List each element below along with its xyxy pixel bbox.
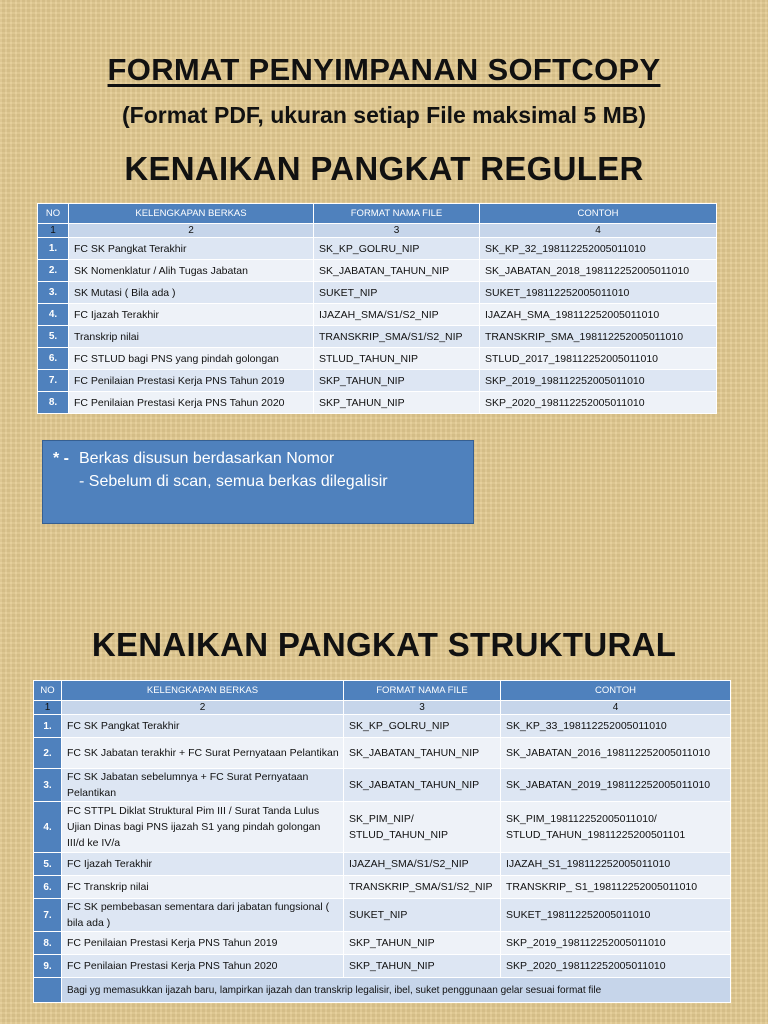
contoh-line: SK_PIM_198112252005011010/ bbox=[506, 813, 657, 825]
page-subtitle: (Format PDF, ukuran setiap File maksimal 5 MB) bbox=[121, 102, 647, 128]
row-number: 6. bbox=[34, 876, 62, 899]
column-header-contoh: CONTOH bbox=[480, 204, 717, 224]
footer-note-row bbox=[34, 978, 731, 1003]
row-number: 3. bbox=[38, 282, 69, 304]
berkas-cell: FC SK Jabatan terakhir + FC Surat Pernyataan Pelantikan bbox=[62, 738, 344, 769]
table-row bbox=[38, 392, 717, 414]
berkas-cell: Transkrip nilai bbox=[69, 326, 314, 348]
table-row bbox=[34, 715, 731, 738]
row-number: 5. bbox=[34, 853, 62, 876]
index-cell: 1 bbox=[34, 701, 62, 715]
berkas-cell: FC Penilaian Prestasi Kerja PNS Tahun 2020 bbox=[62, 955, 344, 978]
berkas-cell: FC Penilaian Prestasi Kerja PNS Tahun 2019 bbox=[69, 370, 314, 392]
index-cell: 4 bbox=[501, 701, 731, 715]
contoh-cell: SK_KP_33_198112252005011010 bbox=[501, 715, 731, 738]
contoh-cell: IJAZAH_SMA_198112252005011010 bbox=[480, 304, 717, 326]
format-cell: IJAZAH_SMA/S1/S2_NIP bbox=[344, 853, 501, 876]
row-number: 5. bbox=[38, 326, 69, 348]
index-row bbox=[38, 224, 717, 238]
berkas-cell: SK Nomenklatur / Alih Tugas Jabatan bbox=[69, 260, 314, 282]
row-number: 8. bbox=[38, 392, 69, 414]
table-row bbox=[38, 238, 717, 260]
row-number: 4. bbox=[38, 304, 69, 326]
format-cell: TRANSKRIP_SMA/S1/S2_NIP bbox=[314, 326, 480, 348]
note-line-1 bbox=[53, 447, 473, 470]
index-cell: 4 bbox=[480, 224, 717, 238]
row-number: 7. bbox=[34, 899, 62, 932]
format-line: SK_PIM_NIP/ bbox=[349, 813, 414, 825]
berkas-cell: FC SK Pangkat Terakhir bbox=[62, 715, 344, 738]
row-number: 1. bbox=[38, 238, 69, 260]
contoh-cell: STLUD_2017_198112252005011010 bbox=[480, 348, 717, 370]
contoh-cell: TRANSKRIP_ S1_198112252005011010 bbox=[501, 876, 731, 899]
row-number: 1. bbox=[34, 715, 62, 738]
berkas-cell: FC Ijazah Terakhir bbox=[69, 304, 314, 326]
contoh-cell: SK_JABATAN_2019_198112252005011010 bbox=[501, 769, 731, 802]
berkas-cell: FC STTPL Diklat Struktural Pim III / Surat Tanda Lulus Ujian Dinas bagi PNS ijazah S1 yang pindah golongan III/d ke IV/a bbox=[62, 802, 344, 853]
table-row bbox=[34, 853, 731, 876]
format-cell: SUKET_NIP bbox=[344, 899, 501, 932]
table-row bbox=[34, 802, 731, 853]
index-cell: 3 bbox=[344, 701, 501, 715]
table-row bbox=[34, 738, 731, 769]
table-struktural bbox=[33, 680, 731, 1003]
contoh-cell: TRANSKRIP_SMA_198112252005011010 bbox=[480, 326, 717, 348]
row-number: 6. bbox=[38, 348, 69, 370]
index-cell: 3 bbox=[314, 224, 480, 238]
berkas-cell: SK Mutasi ( Bila ada ) bbox=[69, 282, 314, 304]
format-cell: IJAZAH_SMA/S1/S2_NIP bbox=[314, 304, 480, 326]
footer-note: Bagi yg memasukkan ijazah baru, lampirkan ijazah dan transkrip legalisir, ibel, suket penggunaan gelar sesuai format file bbox=[62, 978, 731, 1003]
berkas-cell: FC STLUD bagi PNS yang pindah golongan bbox=[69, 348, 314, 370]
contoh-cell: SUKET_198112252005011010 bbox=[501, 899, 731, 932]
contoh-cell: SKP_2020_198112252005011010 bbox=[501, 955, 731, 978]
contoh-cell: IJAZAH_S1_198112252005011010 bbox=[501, 853, 731, 876]
contoh-cell: SKP_2019_198112252005011010 bbox=[501, 932, 731, 955]
contoh-cell bbox=[501, 802, 731, 853]
index-cell: 1 bbox=[38, 224, 69, 238]
format-cell: SK_KP_GOLRU_NIP bbox=[344, 715, 501, 738]
format-cell: SK_KP_GOLRU_NIP bbox=[314, 238, 480, 260]
table-row bbox=[34, 932, 731, 955]
section-title-reguler: KENAIKAN PANGKAT REGULER bbox=[124, 150, 644, 187]
contoh-cell: SK_JABATAN_2018_198112252005011010 bbox=[480, 260, 717, 282]
note-line-2: - Sebelum di scan, semua berkas dilegalisir bbox=[79, 473, 388, 490]
row-number: 2. bbox=[34, 738, 62, 769]
column-header-berkas: KELENGKAPAN BERKAS bbox=[62, 681, 344, 701]
column-header-no: NO bbox=[38, 204, 69, 224]
table-row bbox=[38, 260, 717, 282]
table-reguler bbox=[37, 203, 717, 414]
berkas-cell: FC Ijazah Terakhir bbox=[62, 853, 344, 876]
berkas-cell: FC Penilaian Prestasi Kerja PNS Tahun 2019 bbox=[62, 932, 344, 955]
format-cell: SKP_TAHUN_NIP bbox=[314, 392, 480, 414]
index-cell: 2 bbox=[62, 701, 344, 715]
format-cell: SK_JABATAN_TAHUN_NIP bbox=[344, 738, 501, 769]
row-number: 7. bbox=[38, 370, 69, 392]
table-row bbox=[34, 899, 731, 932]
contoh-cell: SKP_2019_198112252005011010 bbox=[480, 370, 717, 392]
format-cell: SKP_TAHUN_NIP bbox=[344, 932, 501, 955]
index-cell: 2 bbox=[69, 224, 314, 238]
index-row bbox=[34, 701, 731, 715]
column-header-no: NO bbox=[34, 681, 62, 701]
notes-box bbox=[42, 440, 474, 524]
note-text-1: Berkas disusun berdasarkan Nomor bbox=[79, 450, 335, 467]
page-title: FORMAT PENYIMPANAN SOFTCOPY bbox=[107, 52, 661, 87]
contoh-cell: SK_KP_32_198112252005011010 bbox=[480, 238, 717, 260]
format-cell: SKP_TAHUN_NIP bbox=[314, 370, 480, 392]
section-title-struktural: KENAIKAN PANGKAT STRUKTURAL bbox=[91, 626, 677, 663]
table-row bbox=[38, 282, 717, 304]
berkas-cell: FC SK Pangkat Terakhir bbox=[69, 238, 314, 260]
table-row bbox=[34, 769, 731, 802]
format-cell: SK_JABATAN_TAHUN_NIP bbox=[344, 769, 501, 802]
column-header-format: FORMAT NAMA FILE bbox=[314, 204, 480, 224]
format-cell: SKP_TAHUN_NIP bbox=[344, 955, 501, 978]
contoh-line: STLUD_TAHUN_19811225200501101 bbox=[506, 829, 686, 841]
row-number: 4. bbox=[34, 802, 62, 853]
table-row bbox=[38, 370, 717, 392]
contoh-cell: SK_JABATAN_2016_198112252005011010 bbox=[501, 738, 731, 769]
row-number: 3. bbox=[34, 769, 62, 802]
table-row bbox=[34, 876, 731, 899]
format-line: STLUD_TAHUN_NIP bbox=[349, 829, 448, 841]
contoh-cell: SUKET_198112252005011010 bbox=[480, 282, 717, 304]
row-number: 8. bbox=[34, 932, 62, 955]
table-row bbox=[38, 304, 717, 326]
column-header-contoh: CONTOH bbox=[501, 681, 731, 701]
contoh-cell: SKP_2020_198112252005011010 bbox=[480, 392, 717, 414]
column-header-format: FORMAT NAMA FILE bbox=[344, 681, 501, 701]
berkas-cell: FC SK Jabatan sebelumnya + FC Surat Pernyataan Pelantikan bbox=[62, 769, 344, 802]
berkas-cell: FC Transkrip nilai bbox=[62, 876, 344, 899]
table-row bbox=[34, 955, 731, 978]
row-number: 9. bbox=[34, 955, 62, 978]
table-header-row bbox=[34, 681, 731, 701]
table-row bbox=[38, 326, 717, 348]
format-cell: TRANSKRIP_SMA/S1/S2_NIP bbox=[344, 876, 501, 899]
format-cell bbox=[344, 802, 501, 853]
format-cell: SUKET_NIP bbox=[314, 282, 480, 304]
table-header-row bbox=[38, 204, 717, 224]
note-bullet: * - bbox=[53, 450, 69, 467]
column-header-berkas: KELENGKAPAN BERKAS bbox=[69, 204, 314, 224]
format-cell: STLUD_TAHUN_NIP bbox=[314, 348, 480, 370]
row-number: 2. bbox=[38, 260, 69, 282]
berkas-cell: FC Penilaian Prestasi Kerja PNS Tahun 2020 bbox=[69, 392, 314, 414]
table-row bbox=[38, 348, 717, 370]
row-number bbox=[34, 978, 62, 1003]
format-cell: SK_JABATAN_TAHUN_NIP bbox=[314, 260, 480, 282]
berkas-cell: FC SK pembebasan sementara dari jabatan fungsional ( bila ada ) bbox=[62, 899, 344, 932]
